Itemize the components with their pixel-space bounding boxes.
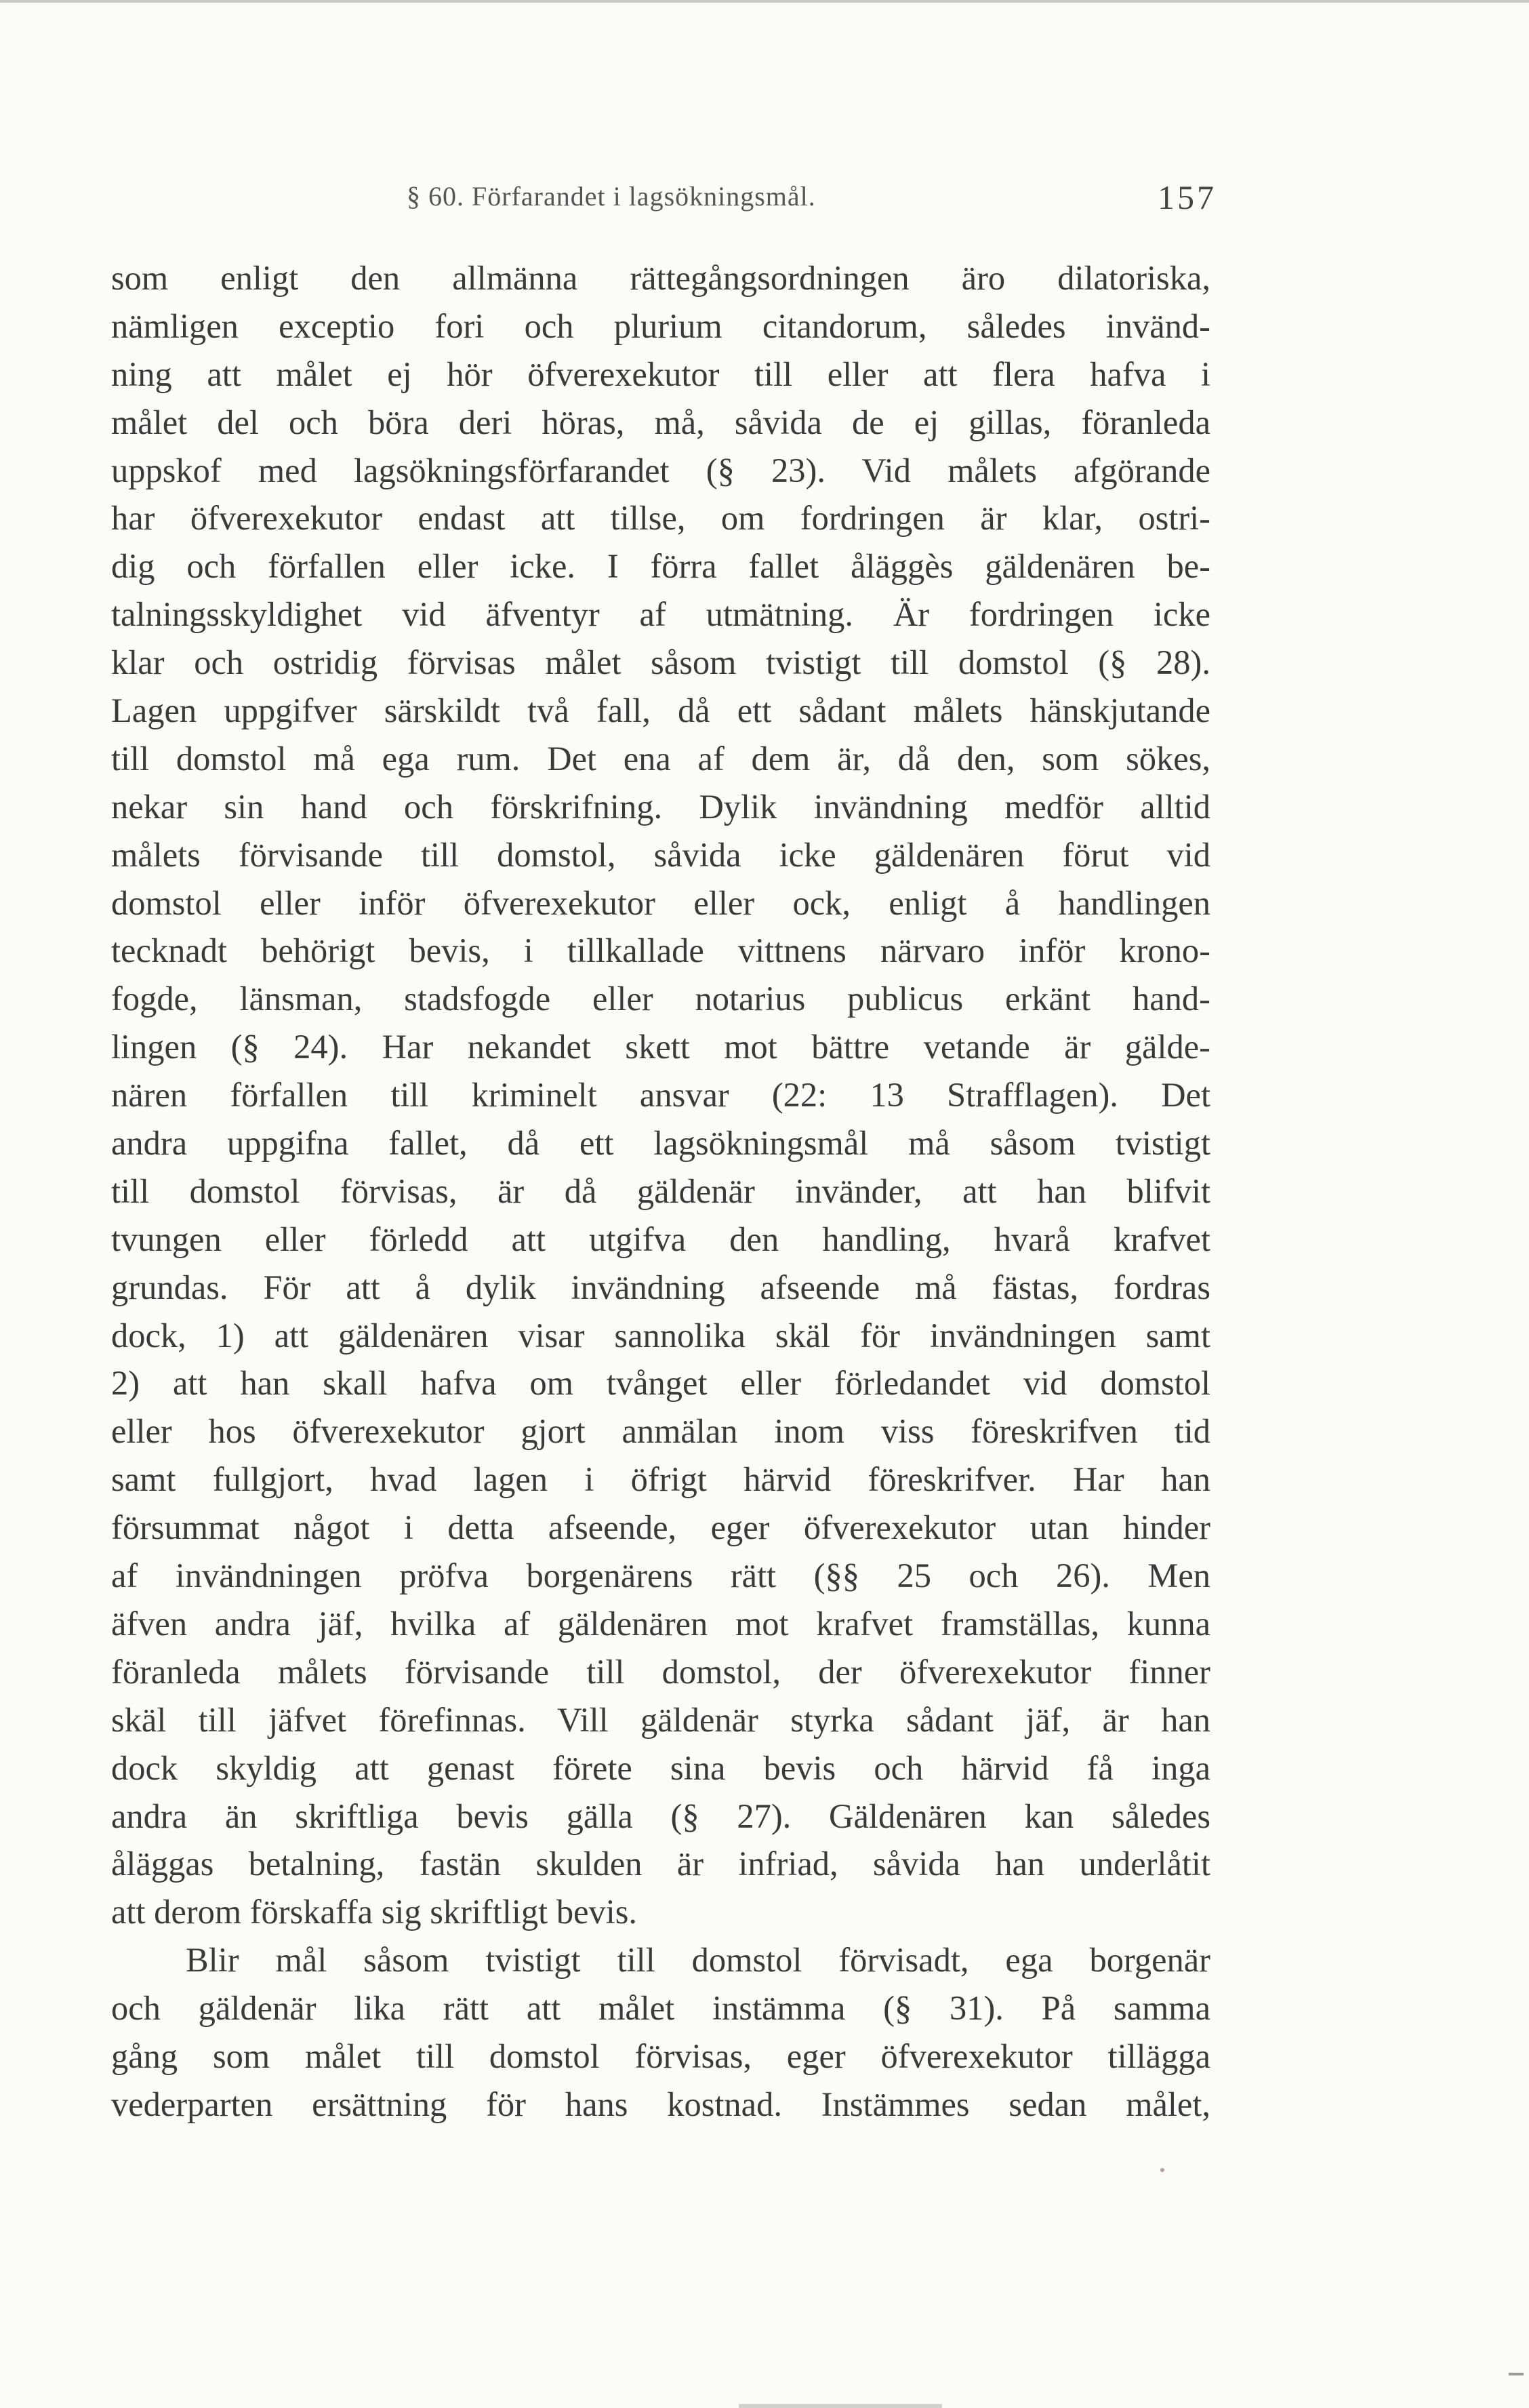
text-line: äfven andra jäf, hvilka af gäldenären mot krafvet framställas, kunna — [111, 1604, 1210, 1643]
text-line: skäl till jäfvet förefinnas. Vill gäldenär styrka sådant jäf, är han — [111, 1700, 1210, 1739]
text-line: till domstol förvisas, är då gäldenär invänder, att han blifvit — [111, 1171, 1210, 1210]
text-line: tvungen eller förledd att utgifva den handling, hvarå krafvet — [111, 1220, 1210, 1258]
text-line: att derom förskaffa sig skriftligt bevis. — [111, 1893, 638, 1931]
bottom-edge-mark — [739, 2404, 942, 2408]
text-line: målet del och böra deri höras, må, såvida de ej gillas, föranleda — [111, 403, 1210, 441]
edge-mark — [1509, 2373, 1524, 2375]
running-header — [0, 178, 1529, 218]
text-line: samt fullgjort, hvad lagen i öfrigt härvid föreskrifver. Har han — [111, 1460, 1210, 1499]
text-line: målets förvisande till domstol, såvida icke gäldenären förut vid — [111, 835, 1210, 874]
page-top-edge — [0, 0, 1529, 3]
text-line: grundas. För att å dylik invändning afseende må fästas, fordras — [111, 1268, 1210, 1306]
text-line: åläggas betalning, fastän skulden är infriad, såvida han underlåtit — [111, 1845, 1210, 1883]
text-line: har öfverexekutor endast att tillse, om fordringen är klar, ostri- — [111, 499, 1210, 538]
text-line: dock, 1) att gäldenären visar sannolika skäl för invändningen samt — [111, 1316, 1210, 1354]
text-line: andra än skriftliga bevis gälla (§ 27). Gäldenären kan således — [111, 1797, 1210, 1835]
page-number: 157 — [1158, 178, 1217, 216]
text-line: fogde, länsman, stadsfogde eller notarius publicus erkänt hand- — [111, 980, 1210, 1018]
text-line: af invändningen pröfva borgenärens rätt (§§ 25 och 26). Men — [111, 1557, 1210, 1595]
text-line: andra uppgifna fallet, då ett lagsökningsmål må såsom tvistigt — [111, 1124, 1210, 1163]
text-line: dock skyldig att genast förete sina bevis och härvid få inga — [111, 1748, 1210, 1787]
text-line: uppskof med lagsökningsförfarandet (§ 23). Vid målets afgörande — [111, 451, 1210, 489]
ink-speck — [1160, 2168, 1164, 2172]
text-line: Lagen uppgifver särskildt två fall, då ett sådant målets hänskjutande — [111, 691, 1210, 730]
text-line: nären förfallen till kriminelt ansvar (22: 13 Strafflagen). Det — [111, 1076, 1210, 1115]
text-line: talningsskyldighet vid äfventyr af utmätning. Är fordringen icke — [111, 595, 1210, 634]
text-line: eller hos öfverexekutor gjort anmälan inom viss föreskrifven tid — [111, 1412, 1210, 1451]
text-line: försummat något i detta afseende, eger öfverexekutor utan hinder — [111, 1508, 1210, 1547]
text-line: till domstol må ega rum. Det ena af dem är, då den, som sökes, — [111, 739, 1210, 778]
text-line: gång som målet till domstol förvisas, eger öfverexekutor tillägga — [111, 2036, 1210, 2075]
text-line: vederparten ersättning för hans kostnad. Instämmes sedan målet, — [111, 2085, 1210, 2123]
text-line: klar och ostridig förvisas målet såsom tvistigt till domstol (§ 28). — [111, 643, 1210, 682]
text-line: nekar sin hand och förskrifning. Dylik invändning medför alltid — [111, 787, 1210, 826]
body-text — [111, 254, 1210, 2129]
text-line: 2) att han skall hafva om tvånget eller förledandet vid domstol — [111, 1364, 1210, 1403]
text-line: föranleda målets förvisande till domstol, der öfverexekutor finner — [111, 1652, 1210, 1691]
text-line: Blir mål såsom tvistigt till domstol förvisadt, ega borgenär — [186, 1941, 1210, 1980]
text-line: domstol eller inför öfverexekutor eller ock, enligt å handlingen — [111, 883, 1210, 922]
text-line: nämligen exceptio fori och plurium citandorum, således invänd- — [111, 306, 1210, 345]
text-line: lingen (§ 24). Har nekandet skett mot bättre vetande är gälde- — [111, 1028, 1210, 1066]
text-line: och gäldenär lika rätt att målet instämma (§ 31). På samma — [111, 1989, 1210, 2028]
running-head-title: § 60. Förfarandet i lagsökningsmål. — [407, 181, 816, 212]
text-line: dig och förfallen eller icke. I förra fallet åläggès gäldenären be- — [111, 547, 1210, 586]
text-line: som enligt den allmänna rättegångsordningen äro dilatoriska, — [111, 259, 1210, 297]
text-line: ning att målet ej hör öfverexekutor till eller att flera hafva i — [111, 355, 1210, 393]
text-line: tecknadt behörigt bevis, i tillkallade vittnens närvaro inför krono- — [111, 931, 1210, 970]
